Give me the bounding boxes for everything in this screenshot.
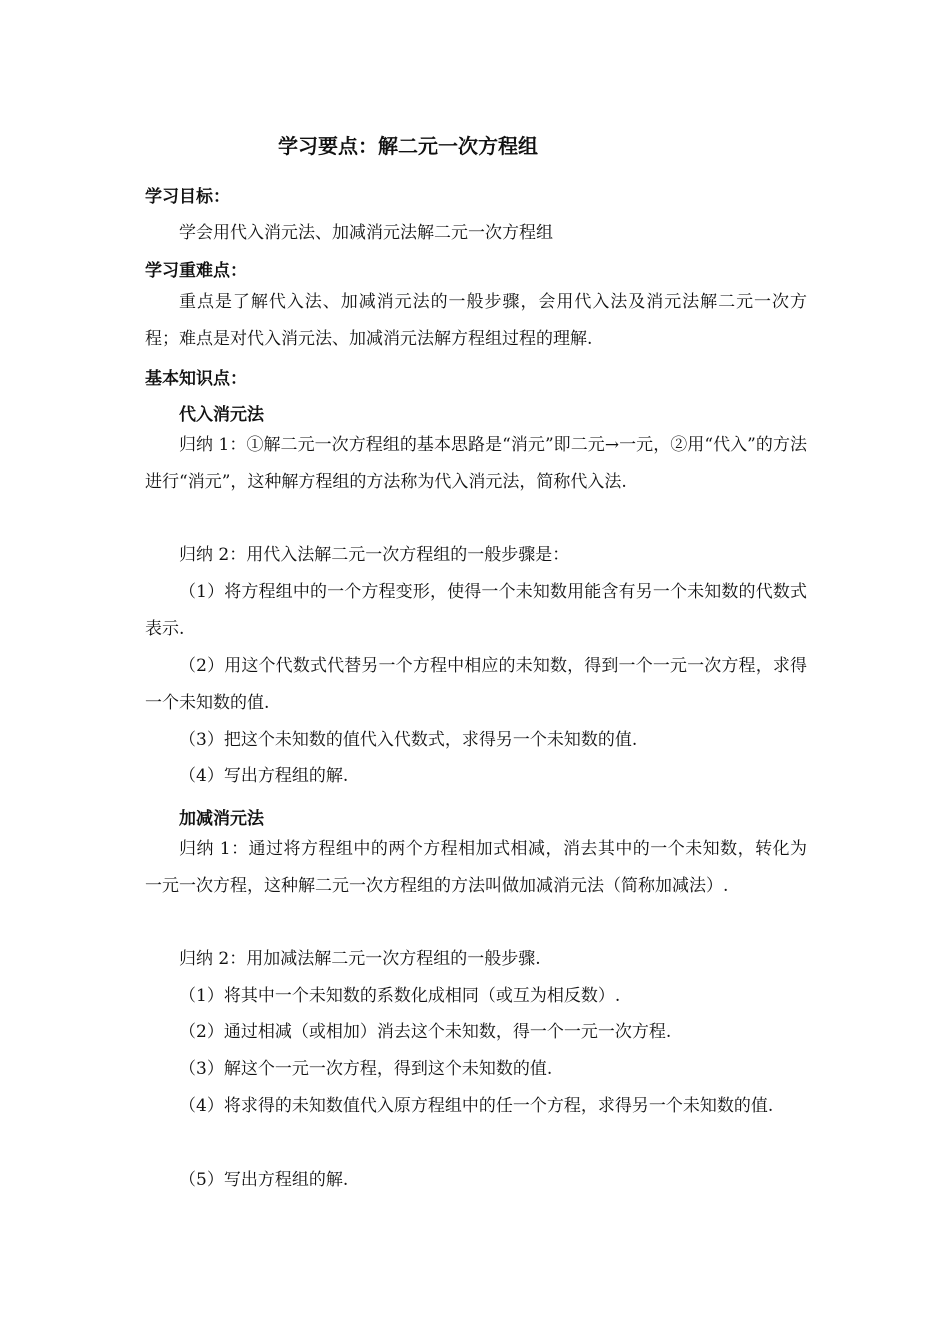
elimination-heading: 加减消元法 xyxy=(179,809,264,829)
difficulty-heading: 学习重难点： xyxy=(145,261,247,281)
goal-heading: 学习目标： xyxy=(145,187,230,207)
substitution-summary-1: 归纳 1：①解二元一次方程组的基本思路是“消元”即二元→一元，②用“代入”的方法进行“消元”，这种解方程组的方法称为代入消元法，简称代入法. xyxy=(145,435,807,492)
substitution-step-4: （4）写出方程组的解. xyxy=(179,766,349,786)
elimination-step-2: （2）通过相减（或相加）消去这个未知数，得一个一元一次方程. xyxy=(179,1022,672,1042)
elimination-summary-2: 归纳 2：用加减法解二元一次方程组的一般步骤. xyxy=(179,949,541,969)
substitution-summary-2: 归纳 2：用代入法解二元一次方程组的一般步骤是： xyxy=(179,545,570,565)
elimination-step-4: （4）将求得的未知数值代入原方程组中的任一个方程，求得另一个未知数的值. xyxy=(179,1096,774,1116)
basics-heading: 基本知识点： xyxy=(145,369,247,389)
elimination-summary-1: 归纳 1：通过将方程组中的两个方程相加式相减，消去其中的一个未知数，转化为一元一次方程，这种解二元一次方程组的方法叫做加减消元法（简称加减法）. xyxy=(145,839,807,896)
elimination-step-1: （1）将其中一个未知数的系数化成相同（或互为相反数）. xyxy=(179,986,621,1006)
substitution-heading: 代入消元法 xyxy=(179,405,264,425)
goal-text: 学会用代入消元法、加减消元法解二元一次方程组 xyxy=(179,223,553,243)
page-title: 学习要点：解二元一次方程组 xyxy=(278,134,538,158)
substitution-step-1: （1）将方程组中的一个方程变形，使得一个未知数用能含有另一个未知数的代数式表示. xyxy=(145,582,807,639)
substitution-step-3: （3）把这个未知数的值代入代数式，求得另一个未知数的值. xyxy=(179,730,638,750)
substitution-step-2: （2）用这个代数式代替另一个方程中相应的未知数，得到一个一元一次方程，求得一个未知数的值. xyxy=(145,656,807,713)
elimination-step-3: （3）解这个一元一次方程，得到这个未知数的值. xyxy=(179,1059,553,1079)
elimination-step-5: （5）写出方程组的解. xyxy=(179,1170,349,1190)
difficulty-text: 重点是了解代入法、加减消元法的一般步骤，会用代入法及消元法解二元一次方程；难点是对代入消元法、加减消元法解方程组过程的理解. xyxy=(145,292,807,349)
